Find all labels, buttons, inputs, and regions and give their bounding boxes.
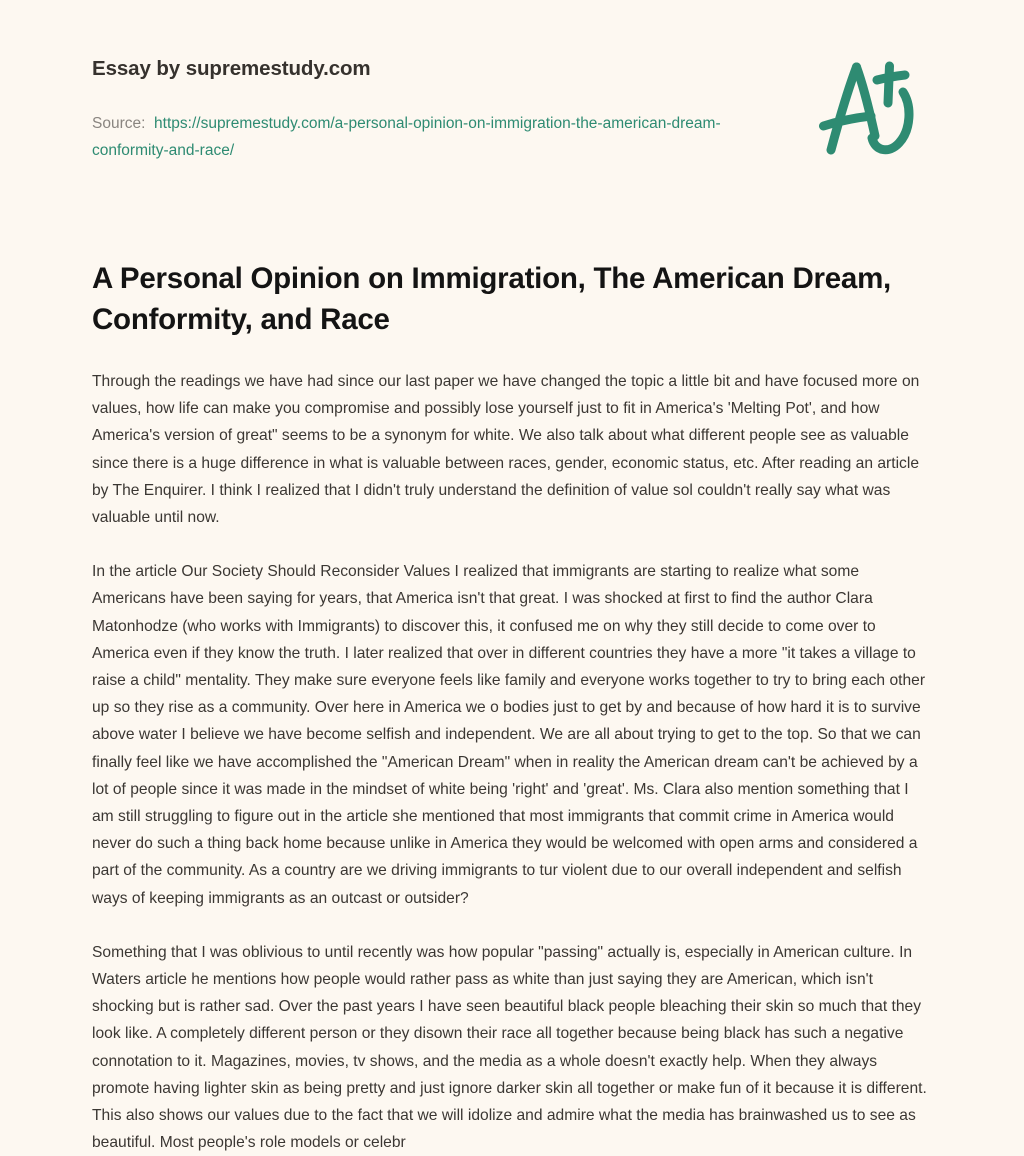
source-label: Source: bbox=[92, 115, 146, 132]
source-url-link[interactable]: https://supremestudy.com/a-personal-opinion-on-immigration-the-american-dream-conformity-and-race/ bbox=[92, 115, 721, 159]
page-header bbox=[0, 0, 1024, 210]
page-title: A Personal Opinion on Immigration, The American Dream, Conformity, and Race bbox=[92, 262, 891, 336]
paragraph: Through the readings we have had since our last paper we have changed the topic a little bit and have focused more on values, how life can make you compromise and possibly lose yourself just to fit in America's 'Melting Pot', and how America's version of great" seems to be a synonym for white. We also talk about what different people see as valuable since there is a huge difference in what is valuable between races, gender, economic status, etc. After reading an article by The Enquirer. I think I realized that I didn't truly understand the definition of value sol couldn't really say what was valuable until now. bbox=[92, 373, 920, 527]
byline: Essay by supremestudy.com bbox=[92, 57, 371, 80]
source-line bbox=[92, 110, 752, 164]
essay-text bbox=[92, 368, 932, 1156]
paragraph: In the article Our Society Should Reconsider Values I realized that immigrants are starting to realize what some Americans have been saying for years, that America isn't that great. I was shocked at first to find the author Clara Matonhodze (who works with Immigrants) to discover this, it confused me on why they still decide to come over to America even if they know the truth. I later realized that over in different countries they have a more "it takes a village to raise a child" mentality. They make sure everyone feels like family and everyone works together to try to bring each other up so they rise as a community. Over here in America we o bodies just to get by and because of how hard it is to survive above water I believe we have become selfish and independent. We are all about trying to get to the top. So that we can finally feel like we have accomplished the "American Dream" when in reality the American dream can't be achieved by a lot of people since it was made in the mindset of white being 'right' and 'great'. Ms. Clara also mention something that I am still struggling to figure out in the article she mentioned that most immigrants that commit crime in America would never do such a thing back home because unlike in America they would be welcomed with open arms and considered a part of the community. As a country are we driving immigrants to tur violent due to our overall independent and selfish ways of keeping immigrants as an outcast or outsider? bbox=[92, 563, 926, 907]
paragraph: Something that I was oblivious to until recently was how popular "passing" actually is, especially in American culture. In Waters article he mentions how people would rather pass as white than just saying they are American, which isn't shocking but is rather sad. Over the past years I have seen beautiful black people bleaching their skin so much that they look like. A completely different person or they disown their race all together because being black has such a negative connotation to it. Magazines, movies, tv shows, and the media as a whole doesn't exactly help. When they always promote having lighter skin as being pretty and just ignore darker skin all together or make fun of it because it is different. This also shows our values due to the fact that we will idolize and admire what the media has brainwashed us to see as beautiful. Most people's role models or celebr bbox=[92, 943, 927, 1152]
a-plus-logo-icon bbox=[816, 58, 928, 168]
article-body bbox=[0, 210, 1024, 1156]
